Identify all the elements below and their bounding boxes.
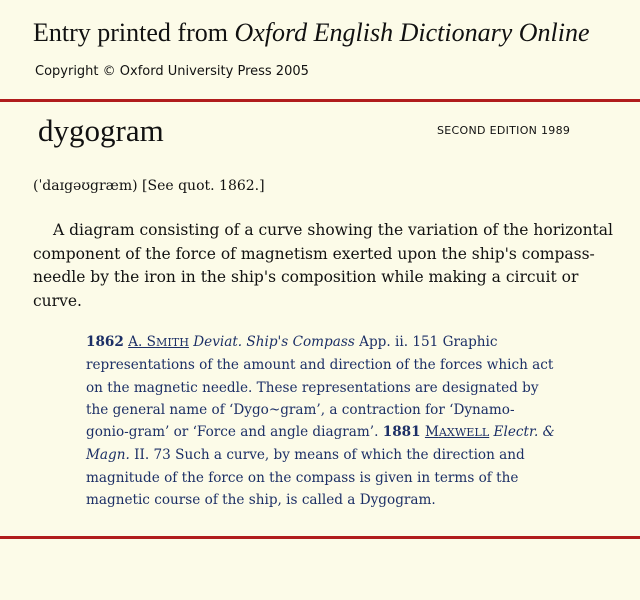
author-initial: M <box>424 424 439 441</box>
quote-author-link[interactable] <box>425 424 489 440</box>
page-title <box>33 18 590 48</box>
definition: A diagram consisting of a curve showing the variation of the horizontal component of the force of magnetism exerted upon the ship's compass-needle by the iron in the ship's composition while making a circuit or curve. <box>33 221 613 310</box>
bottom-divider <box>0 536 640 539</box>
headword: dygogram <box>38 113 164 148</box>
quote-year: 1862 <box>86 334 124 350</box>
quote-citation: App. ii. 151 <box>354 334 443 350</box>
page-header <box>0 0 640 99</box>
quote-author-link[interactable] <box>128 334 189 350</box>
top-divider <box>0 99 640 102</box>
quotations-block <box>86 331 556 511</box>
quote-title: Electr. & Magn. <box>86 424 555 464</box>
quote-title: Deviat. Ship's Compass <box>193 334 355 350</box>
author-initial: A. S <box>128 334 156 350</box>
edition-label: SECOND EDITION 1989 <box>437 124 571 137</box>
pronunciation: (ˈdaɪgəʊgræm) [See quot. 1862.] <box>33 178 265 194</box>
quote-text: Graphic representations of the amount and direction of the forces which act on the magnetic needle. These representations are designated by the general name of ‘Dygo~gram’, a contraction for ‘Dynamo-gonio-gram’ or ‘Force and angle diagram’. <box>86 334 554 441</box>
author-rest: MITH <box>155 336 189 349</box>
title-source: Oxford English Dictionary Online <box>234 18 590 47</box>
quote-text: Such a curve, by means of which the direction and magnitude of the force on the compass is given in terms of the magnetic course of the ship, is called a Dygogram. <box>86 447 525 509</box>
title-prefix: Entry printed from <box>33 18 235 47</box>
quote-citation: II. 73 <box>129 447 176 464</box>
copyright-notice: Copyright © Oxford University Press 2005 <box>35 64 309 79</box>
quote-year: 1881 <box>382 424 421 441</box>
author-rest: AXWELL <box>438 426 490 440</box>
